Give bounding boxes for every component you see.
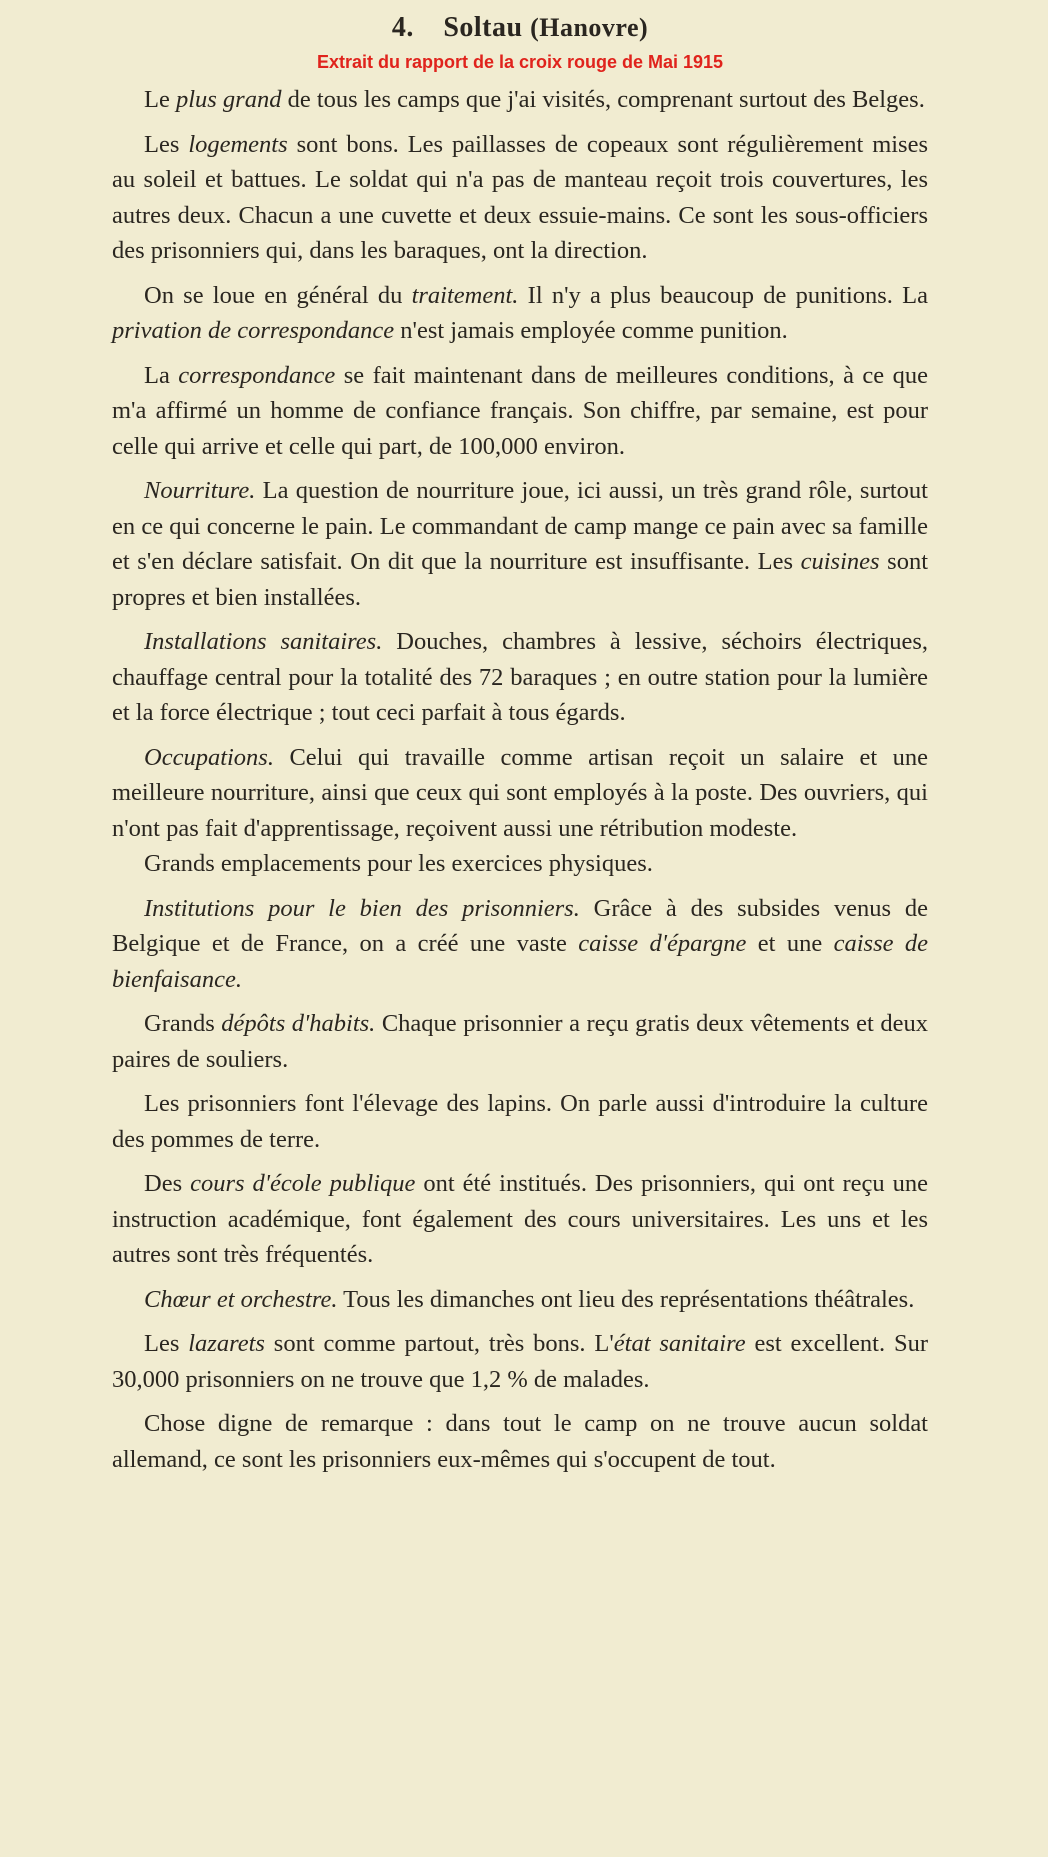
paragraph — [112, 740, 928, 847]
paragraph — [112, 1166, 928, 1273]
italic-term: caisse d'épargne — [578, 930, 747, 957]
text-run: La question de nourriture joue, ici aussi, un très grand rôle, surtout en ce qui concerne le pain. Le commandant de camp mange ce pain avec sa famille et s'en déclare satisfait. On dit que la nourriture est insuffisante. Les — [112, 477, 928, 575]
text-run: Grands emplacements pour les exercices physiques. — [144, 850, 653, 877]
text-run: Des — [144, 1170, 191, 1197]
text-run: et une — [746, 930, 834, 957]
text-run: se fait maintenant dans de meilleures conditions, à ce que m'a affirmé un homme de confiance français. Son chiffre, par semaine, est pour celle qui arrive et celle qui part, de 100,000 environ. — [112, 361, 928, 460]
text-run: n'est jamais employée comme punition. — [394, 317, 788, 344]
text-run: Les — [144, 130, 189, 158]
text-run: sont comme partout, très bons. L' — [264, 1330, 614, 1357]
paragraph — [112, 473, 928, 615]
text-run: Il n'y a plus beaucoup de punitions. La — [518, 281, 928, 309]
paragraph — [112, 1086, 928, 1157]
text-run: On se loue en général du — [144, 281, 412, 309]
text-run: Chaque prisonnier a reçu gratis deux vêtements et deux paires de souliers. — [112, 1010, 928, 1073]
report-source-subtitle: Extrait du rapport de la croix rouge de Mai 1915 — [316, 52, 724, 72]
paragraph — [112, 1326, 928, 1397]
italic-term: privation de correspondance — [112, 317, 395, 344]
paragraph — [112, 278, 928, 349]
text-run: de tous les camps que j'ai visités, comprenant surtout des Belges. — [281, 86, 925, 113]
paragraph — [112, 891, 928, 998]
text-run: Douches, chambres à lessive, séchoirs électriques, chauffage central pour la totalité des 72 baraques ; en outre station pour la lumière et la force électrique ; tout ceci parfait à tous égards. — [112, 628, 928, 726]
italic-term: Institutions pour le bien des prisonniers. — [144, 894, 580, 922]
text-run: Grands — [144, 1010, 222, 1037]
paragraph — [112, 358, 928, 465]
text-run: sont bons. Les paillasses de copeaux sont régulièrement mises au soleil et battues. Le soldat qui n'a pas de manteau reçoit trois couvertures, les autres deux. Chacun a une cuvette et deux essuie-mains. Ce sont les sous-officiers des prisonniers qui, dans les baraques, ont la direction. — [112, 130, 928, 264]
italic-term: Chœur et orchestre. — [144, 1285, 338, 1313]
section-region: (Hanovre) — [530, 13, 649, 42]
italic-term: caisse de bienfaisance. — [112, 930, 928, 993]
italic-term: traitement. — [411, 281, 519, 309]
italic-term: Occupations. — [144, 743, 274, 771]
section-place: Soltau — [443, 12, 523, 43]
text-run: Chose digne de remarque : dans tout le camp on ne trouve aucun soldat allemand, ce sont les prisonniers eux-mêmes qui s'occupent de tout. — [112, 1410, 928, 1473]
italic-term: logements — [188, 130, 288, 158]
paragraph — [112, 846, 928, 882]
text-run: Tous les dimanches ont lieu des représentations théâtrales. — [337, 1285, 915, 1313]
italic-term: cuisines — [800, 548, 880, 575]
text-run: Les — [144, 1330, 189, 1357]
italic-term: Installations sanitaires. — [144, 628, 383, 655]
italic-term: Nourriture. — [144, 477, 256, 504]
section-number: 4. — [391, 12, 414, 43]
body-text — [112, 82, 928, 1477]
text-run: Les prisonniers font l'élevage des lapins. On parle aussi d'introduire la culture des pommes de terre. — [112, 1090, 928, 1153]
paragraph — [112, 82, 928, 118]
text-run: La — [144, 361, 179, 389]
text-run: est excellent. Sur 30,000 prisonniers on ne trouve que 1,2 % de malades. — [112, 1330, 929, 1393]
text-run: ont été institués. Des prisonniers, qui ont reçu une instruction académique, font également des cours universitaires. Les uns et les autres sont très fréquentés. — [112, 1170, 928, 1268]
italic-term: dépôts d'habits. — [221, 1010, 376, 1037]
italic-term: cours d'école publique — [190, 1170, 416, 1197]
italic-term: état sanitaire — [613, 1330, 746, 1357]
italic-term: lazarets — [188, 1330, 265, 1357]
italic-term: correspondance — [178, 361, 336, 389]
text-run: Le — [144, 86, 176, 113]
paragraph — [112, 1406, 928, 1477]
text-run: Grâce à des subsides venus de Belgique et de France, on a créé une vaste — [112, 894, 928, 957]
section-title — [112, 8, 928, 48]
paragraph — [112, 1006, 928, 1077]
text-run: sont propres et bien installées. — [112, 548, 929, 611]
paragraph — [112, 1282, 928, 1318]
italic-term: plus grand — [175, 86, 282, 113]
text-run: Celui qui travaille comme artisan reçoit un salaire et une meilleure nourriture, ainsi que ceux qui sont employés à la poste. Des ouvriers, qui n'ont pas fait d'apprentissage, reçoivent aussi une rétribution modeste. — [112, 743, 928, 842]
paragraph — [112, 127, 928, 269]
paragraph — [112, 624, 928, 731]
